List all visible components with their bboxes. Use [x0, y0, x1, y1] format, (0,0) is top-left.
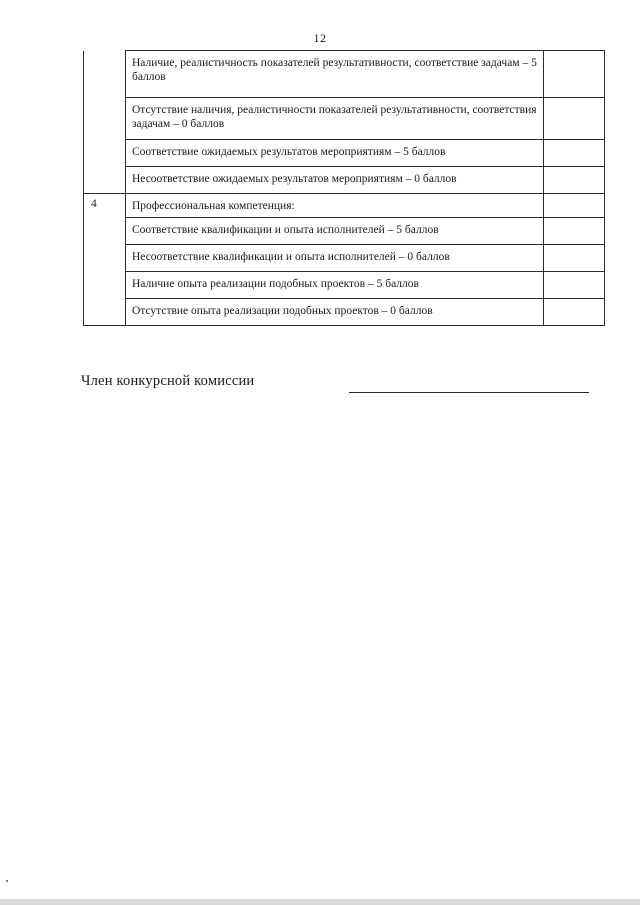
page-number: 12: [313, 31, 327, 45]
table-row: [84, 140, 605, 167]
row-number-cell: [84, 218, 126, 245]
criterion-text: Наличие опыта реализации подобных проектов – 5 баллов: [126, 272, 544, 299]
criteria-table: [83, 50, 605, 326]
row-number-cell: [84, 98, 126, 140]
table-row: [84, 218, 605, 245]
table-row: [84, 167, 605, 194]
table-row: [84, 51, 605, 98]
score-cell: [544, 98, 605, 140]
table-row: [84, 272, 605, 299]
row-number-cell: [84, 272, 126, 299]
criterion-text: Соответствие квалификации и опыта исполнителей – 5 баллов: [126, 218, 544, 245]
score-cell: [544, 51, 605, 98]
criterion-text: Соответствие ожидаемых результатов мероприятиям – 5 баллов: [126, 140, 544, 167]
row-number-cell: [84, 140, 126, 167]
criterion-text: Наличие, реалистичность показателей результативности, соответствие задачам – 5 баллов: [126, 51, 544, 98]
scan-speck: [6, 880, 8, 882]
table-row: [84, 98, 605, 140]
score-cell: [544, 167, 605, 194]
score-cell: [544, 218, 605, 245]
criterion-text: Отсутствие наличия, реалистичности показателей результативности, соответствия задачам – 0 баллов: [126, 98, 544, 140]
criterion-text: Отсутствие опыта реализации подобных проектов – 0 баллов: [126, 299, 544, 326]
score-cell: [544, 272, 605, 299]
signature-label: Член конкурсной комиссии: [81, 373, 255, 389]
table-row: [84, 299, 605, 326]
section-heading: Профессиональная компетенция:: [126, 194, 544, 218]
criterion-text: Несоответствие ожидаемых результатов мероприятиям – 0 баллов: [126, 167, 544, 194]
criterion-text: Несоответствие квалификации и опыта исполнителей – 0 баллов: [126, 245, 544, 272]
row-number-cell: [84, 51, 126, 98]
row-number-cell: [84, 299, 126, 326]
row-number-cell: [84, 245, 126, 272]
scan-bottom-edge: [0, 899, 640, 905]
score-cell: [544, 245, 605, 272]
score-cell: [544, 194, 605, 218]
score-cell: [544, 140, 605, 167]
row-number-cell: [84, 167, 126, 194]
score-cell: [544, 299, 605, 326]
row-number-cell: 4: [84, 194, 126, 218]
table-row: [84, 194, 605, 218]
signature-line: [349, 392, 589, 393]
table-row: [84, 245, 605, 272]
